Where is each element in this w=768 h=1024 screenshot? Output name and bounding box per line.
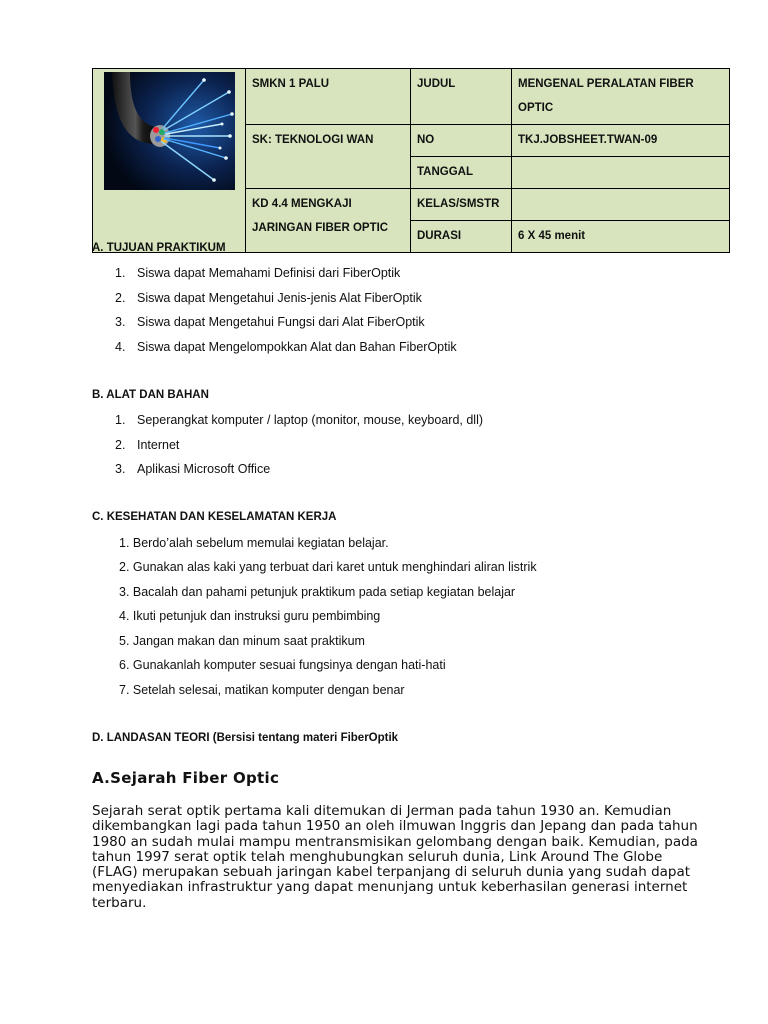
item-number: 3.: [115, 462, 126, 476]
list-item: [115, 315, 425, 329]
judul-value-line2: OPTIC: [518, 102, 554, 114]
sk-cell: [246, 125, 411, 189]
kelas-value-cell: [512, 189, 730, 221]
judul-value-line1: MENGENAL PERALATAN FIBER: [518, 78, 694, 90]
judul-label: JUDUL: [417, 78, 456, 90]
list-item: [115, 413, 483, 427]
header-table: [92, 68, 730, 253]
history-paragraph: Sejarah serat optik pertama kali ditemukan di Jerman pada tahun 1930 an. Kemudian dikembangkan lagi pada tahun 1950 an oleh ilmuwan Inggris dan Jepang dan pada tahun 1980 an sudah mulai mampu mentransmisikan gelombang dengan baik. Kemudian, pada tahun 1997 serat optik telah menghubungkan seluruh dunia, Link Around The Globe (FLAG) merupakan sebuah jaringan kabel terpanjang di seluruh dunia yang sudah dapat menyediakan infrastruktur yang dapat menunjang untuk keberhasilan generasi internet terbaru.: [92, 803, 698, 911]
durasi-value: 6 X 45 menit: [518, 230, 586, 242]
item-text: Siswa dapat Mengetahui Jenis-jenis Alat FiberOptik: [137, 291, 422, 305]
list-item: [115, 438, 179, 452]
sk-text: SK: TEKNOLOGI WAN: [252, 134, 374, 146]
section-c-title: C. KESEHATAN DAN KESELAMATAN KERJA: [92, 511, 337, 523]
list-item: 6. Gunakanlah komputer sesuai fungsinya dengan hati-hati: [119, 658, 446, 672]
item-number: 2.: [115, 291, 126, 305]
item-number: 2.: [115, 438, 126, 452]
judul-value-cell: [512, 69, 730, 125]
list-item: [115, 462, 270, 476]
no-value-cell: [512, 125, 730, 157]
item-text: Seperangkat komputer / laptop (monitor, mouse, keyboard, dll): [137, 413, 484, 427]
tanggal-label: TANGGAL: [417, 166, 474, 178]
durasi-label-cell: [411, 221, 512, 253]
item-text: Siswa dapat Mengetahui Fungsi dari Alat FiberOptik: [137, 315, 425, 329]
item-text: Siswa dapat Memahami Definisi dari FiberOptik: [137, 266, 401, 280]
item-number: 1.: [115, 413, 126, 427]
school-cell: [246, 69, 411, 125]
item-number: 3.: [115, 315, 126, 329]
school-name: SMKN 1 PALU: [252, 78, 330, 90]
item-text: Aplikasi Microsoft Office: [137, 462, 271, 476]
list-item: [115, 340, 457, 354]
list-item: 7. Setelah selesai, matikan komputer dengan benar: [119, 683, 405, 697]
kelas-label: KELAS/SMSTR: [417, 198, 500, 210]
durasi-value-cell: [512, 221, 730, 253]
fiber-optic-cable-image: [104, 72, 235, 190]
kd-cell: [246, 189, 411, 253]
tanggal-label-cell: [411, 157, 512, 189]
kd-line1: KD 4.4 MENGKAJI: [252, 198, 352, 210]
no-label: NO: [417, 134, 435, 146]
no-value: TKJ.JOBSHEET.TWAN-09: [518, 134, 658, 146]
kd-line2: JARINGAN FIBER OPTIC: [252, 222, 389, 234]
list-item: 4. Ikuti petunjuk dan instruksi guru pembimbing: [119, 609, 381, 623]
durasi-label: DURASI: [417, 230, 462, 242]
item-text: Internet: [137, 438, 180, 452]
judul-label-cell: [411, 69, 512, 125]
section-b-title: B. ALAT DAN BAHAN: [92, 389, 209, 401]
section-a-title: A. TUJUAN PRAKTIKUM: [92, 242, 226, 254]
section-d-title: D. LANDASAN TEORI (Bersisi tentang materi FiberOptik: [92, 732, 399, 744]
list-item: [115, 266, 400, 280]
list-item: 1. Berdo’alah sebelum memulai kegiatan belajar.: [119, 536, 389, 550]
history-heading: A.Sejarah Fiber Optic: [92, 769, 280, 787]
list-item: [115, 291, 422, 305]
list-item: 2. Gunakan alas kaki yang terbuat dari karet untuk menghindari aliran listrik: [119, 560, 537, 574]
kelas-label-cell: [411, 189, 512, 221]
item-number: 1.: [115, 266, 126, 280]
list-item: 5. Jangan makan dan minum saat praktikum: [119, 634, 365, 648]
tanggal-value-cell: [512, 157, 730, 189]
list-item: 3. Bacalah dan pahami petunjuk praktikum pada setiap kegiatan belajar: [119, 585, 516, 599]
item-text: Siswa dapat Mengelompokkan Alat dan Bahan FiberOptik: [137, 340, 457, 354]
fiber-image-cell: [93, 69, 246, 253]
item-number: 4.: [115, 340, 126, 354]
no-label-cell: [411, 125, 512, 157]
